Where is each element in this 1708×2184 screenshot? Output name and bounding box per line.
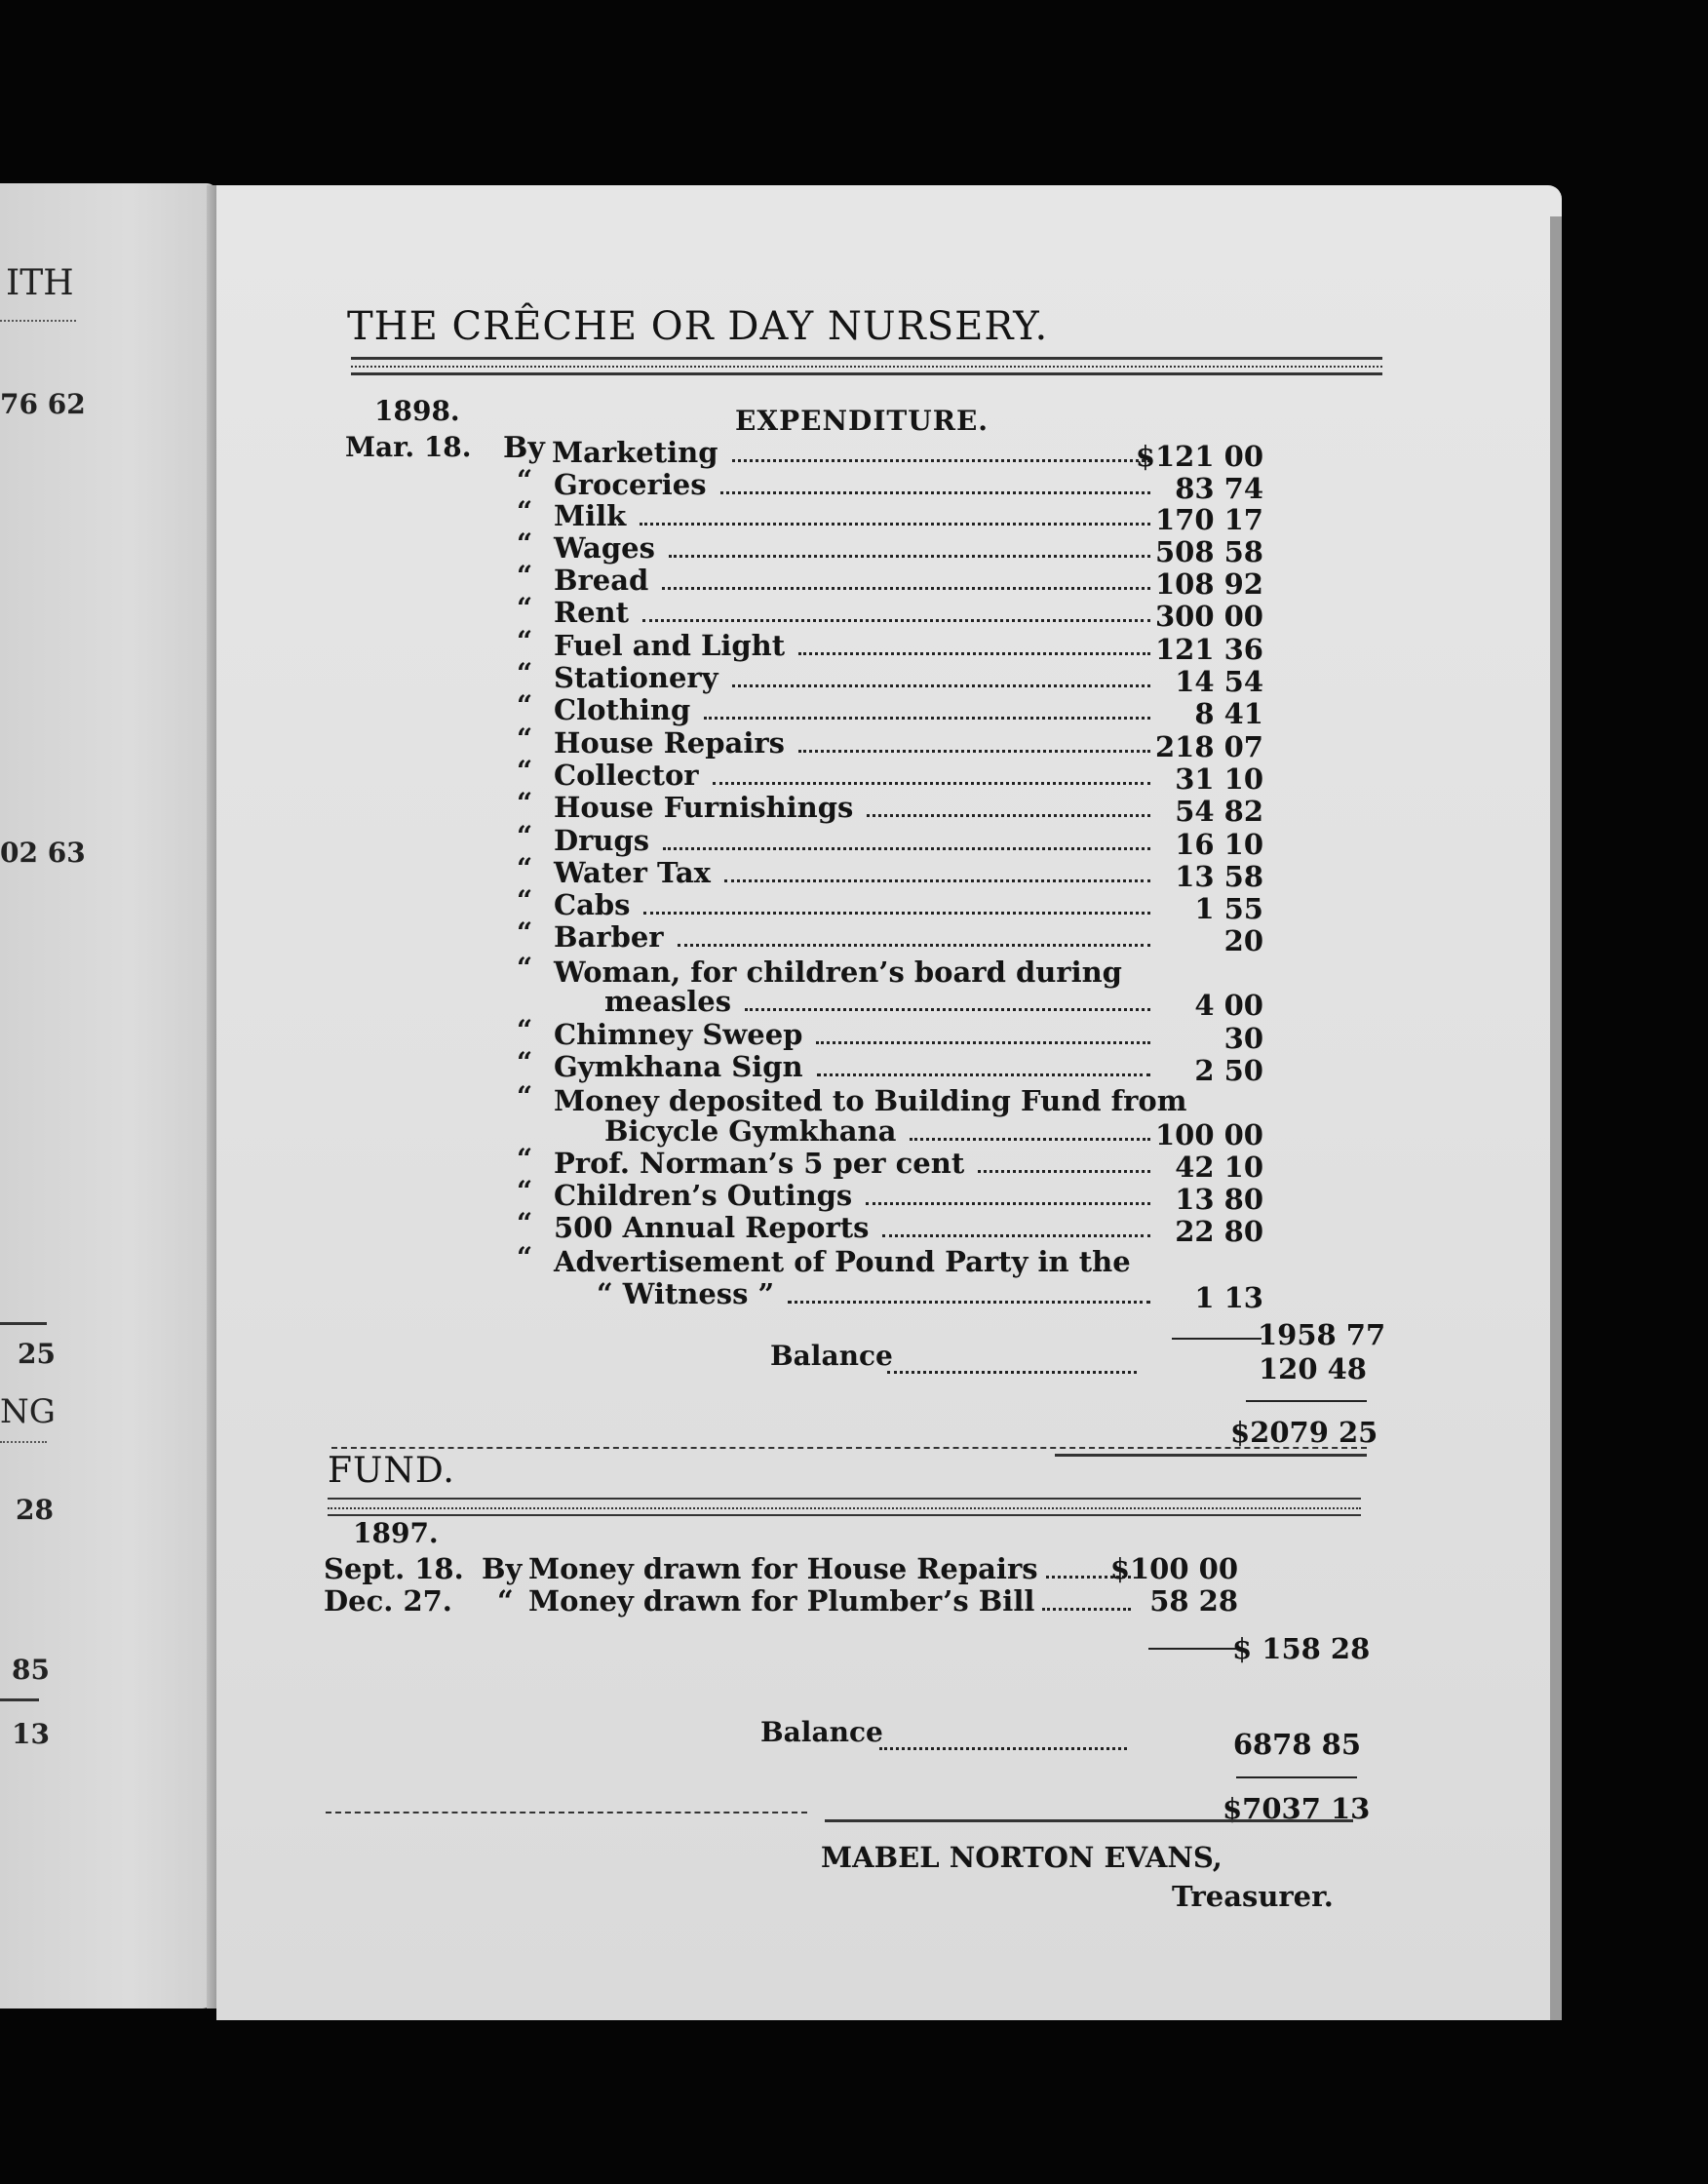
expenditure-item-label: Advertisement of Pound Party in the [554,1245,1131,1278]
expenditure-balance: 120 48 [1259,1352,1367,1385]
expenditure-item [0,560,1263,601]
subtotal-rule [1172,1338,1262,1340]
dot-leader [817,1073,1150,1076]
treasurer-name: MABEL NORTON EVANS, [821,1841,1223,1874]
dot-leader [1042,1608,1131,1611]
expenditure-item-amount: 13 58 [1175,860,1263,893]
total-rule [1246,1400,1367,1402]
fund-total: $7037 13 [1223,1792,1371,1825]
fund-section-rule [326,1812,807,1814]
expenditure-item-amount: 508 58 [1155,535,1263,568]
expenditure-item-label: Chimney Sweep [554,1018,803,1051]
fund-entry [0,1552,1238,1583]
expenditure-item [0,722,1263,763]
ditto-mark: “ [517,1014,533,1046]
dot-leader [866,1202,1150,1205]
left-fragment: NG [0,1392,56,1431]
expenditure-item [0,1014,1263,1055]
ditto-mark: “ [517,592,533,624]
left-fragment-rule [0,1698,39,1701]
title-rule [351,372,1382,375]
expenditure-item-amount: 2 50 [1194,1054,1263,1087]
fund-title: FUND. [328,1451,455,1491]
left-fragment: 25 [18,1338,56,1370]
expenditure-item-amount: 54 82 [1175,795,1263,828]
expenditure-item-label: Drugs [554,824,650,857]
fund-rule [328,1507,1361,1509]
ditto-mark: “ [517,1046,533,1078]
ditto-mark: “ [517,560,533,592]
expenditure-item-label: Clothing [554,693,691,726]
ditto-mark: “ [517,884,533,916]
left-fragment: 02 63 [0,837,86,869]
expenditure-item-label: Fuel and Light [554,629,786,662]
ditto-mark: “ [517,820,533,852]
ditto-mark: “ [517,755,533,787]
expenditure-item [0,985,1263,1022]
fund-balance-leader [879,1747,1127,1750]
expenditure-item [0,1143,1263,1184]
expenditure-item-amount: 30 [1223,1022,1263,1055]
fund-balance-label: Balance [760,1716,883,1748]
balance-label: Balance [770,1340,893,1372]
expenditure-item [0,1207,1263,1248]
dot-leader [640,523,1150,526]
expenditure-item-amount: $121 00 [1135,440,1263,473]
ditto-mark: “ [517,1241,533,1273]
fund-rule [328,1498,1361,1500]
left-fragment-rule [0,320,76,322]
fund-entry-date: Sept. 18. [324,1552,464,1585]
left-fragment-rule [0,1441,47,1443]
expenditure-item-amount: 121 36 [1155,633,1263,666]
expenditure-item-label: Gymkhana Sign [554,1050,803,1083]
dot-leader [663,847,1150,850]
expenditure-item-amount: 300 00 [1155,600,1263,633]
dot-leader [713,782,1150,785]
expenditure-item [0,689,1263,730]
title-rule [351,366,1382,368]
expenditure-item-label: Rent [554,596,630,629]
ditto-mark: “ [517,464,533,496]
expenditure-item-amount: 1 55 [1194,892,1263,925]
expenditure-item [0,884,1263,925]
expenditure-item [0,1114,1263,1151]
expenditure-item-amount: 218 07 [1155,730,1263,763]
page-edge [1550,216,1562,2020]
expenditure-item [0,1175,1263,1216]
title-rule [351,357,1382,360]
dot-leader [678,944,1150,947]
expenditure-item-amount: 108 92 [1155,567,1263,601]
ditto-mark: “ [517,722,533,755]
dot-leader [745,1008,1150,1011]
left-fragment: ITH [6,263,74,303]
dot-leader [704,717,1150,720]
expenditure-item-amount: 13 80 [1175,1183,1263,1216]
expenditure-item-amount: 100 00 [1155,1118,1263,1151]
expenditure-item-label: Bread [554,564,649,597]
expenditure-item-amount: 20 [1223,924,1263,957]
expenditure-item-label: House Furnishings [554,791,854,824]
dot-leader [882,1234,1150,1237]
fund-entry-prefix: “ [497,1584,514,1618]
fund-rule [328,1514,1361,1516]
dot-leader [798,750,1150,753]
fund-section-rule [825,1819,1353,1822]
expenditure-item-label: Milk [554,499,627,532]
left-fragment: 76 62 [0,388,86,420]
ditto-mark: “ [517,1175,533,1207]
ditto-mark: “ [517,852,533,884]
dot-leader [643,912,1150,915]
expenditure-item-amount: 31 10 [1175,762,1263,796]
expenditure-item-label: Marketing [552,436,718,469]
dot-leader [669,555,1150,558]
expenditure-item [0,787,1263,828]
expenditure-total: $2079 25 [1230,1416,1378,1449]
expenditure-item-amount: 22 80 [1175,1215,1263,1248]
expenditure-item [0,755,1263,796]
expenditure-item-label: “ Witness ” [597,1277,775,1310]
expenditure-item [0,592,1263,633]
expenditure-item [0,952,1263,989]
ditto-mark: “ [517,1207,533,1239]
fund-balance: 6878 85 [1232,1728,1361,1761]
section-rule [331,1447,1367,1449]
expenditure-item [0,820,1263,861]
expenditure-item-amount: 4 00 [1194,989,1263,1022]
ditto-mark: “ [517,625,533,657]
ditto-mark: “ [517,689,533,722]
expenditure-item-label: Water Tax [554,856,711,889]
ditto-mark: “ [517,495,533,527]
expenditure-item-label: House Repairs [554,726,785,760]
dot-leader [978,1170,1150,1173]
by-word: By [503,431,545,465]
dot-leader [724,879,1150,882]
dot-leader [788,1301,1150,1304]
expenditure-item-amount: 170 17 [1155,503,1263,536]
fund-subtotal-rule [1148,1648,1236,1650]
expenditure-item-amount: 42 10 [1175,1150,1263,1184]
left-fragment: 13 [12,1718,50,1750]
expenditure-item-label: Wages [554,531,655,565]
dot-leader [732,459,1151,462]
fund-year: 1897. [353,1517,439,1549]
fund-total-rule [1236,1776,1357,1778]
ditto-mark: “ [517,916,533,949]
expenditure-item [0,1046,1263,1087]
expenditure-item-label: Barber [554,920,664,954]
dot-leader [910,1138,1150,1141]
fund-entry-date: Dec. 27. [324,1584,452,1618]
dot-leader [662,587,1150,590]
expenditure-item-label: Woman, for children’s board during [554,956,1122,989]
expenditure-item-amount: 8 41 [1194,697,1263,730]
fund-entry-prefix: By [482,1552,523,1585]
expenditure-date: Mar. 18. [345,431,472,463]
fund-entry [0,1584,1238,1616]
expenditure-item-label: Children’s Outings [554,1179,853,1212]
dot-leader [867,814,1150,817]
expenditure-item-label: Bicycle Gymkhana [604,1114,897,1148]
expenditure-item-label: Prof. Norman’s 5 per cent [554,1147,965,1180]
expenditure-item [0,495,1263,536]
expenditure-item [0,625,1263,666]
ditto-mark: “ [517,657,533,689]
ditto-mark: “ [517,787,533,819]
ditto-mark: “ [517,952,533,984]
fund-entry-amount: $100 00 [1109,1552,1238,1585]
expenditure-item-amount: 1 13 [1194,1281,1263,1314]
expenditure-item-label: measles [604,985,732,1018]
expenditure-item-label: Money deposited to Building Fund from [554,1084,1187,1117]
dot-leader [720,491,1150,494]
expenditure-item-label: Stationery [554,661,718,694]
expenditure-item-label: Groceries [554,468,707,501]
left-fragment: 85 [12,1654,50,1686]
expenditure-item-label: 500 Annual Reports [554,1211,870,1244]
expenditure-item [0,657,1263,698]
expenditure-heading: EXPENDITURE. [735,405,990,437]
expenditure-item-amount: 14 54 [1175,665,1263,698]
expenditure-item-amount: 16 10 [1175,828,1263,861]
dot-leader [798,652,1150,655]
expenditure-year: 1898. [374,395,460,427]
treasurer-title: Treasurer. [1172,1880,1334,1913]
expenditure-item-label: Cabs [554,888,631,921]
ditto-mark: “ [517,527,533,560]
fund-entry-label: Money drawn for Plumber’s Bill [528,1584,1035,1618]
fund-subtotal: $ 158 28 [1232,1632,1371,1665]
dot-leader [642,619,1150,622]
expenditure-subtotal: 1958 77 [1258,1318,1386,1351]
left-fragment: 28 [16,1494,54,1526]
ditto-mark: “ [517,1143,533,1175]
expenditure-item [0,916,1263,957]
expenditure-item [0,1080,1263,1117]
balance-leader [887,1371,1137,1374]
expenditure-item-amount: 83 74 [1175,472,1263,505]
left-fragment-rule [0,1322,47,1325]
section-rule [1055,1454,1367,1457]
dot-leader [732,684,1150,687]
expenditure-item [0,464,1263,505]
expenditure-item [0,1277,1263,1314]
expenditure-item [0,527,1263,568]
dot-leader [816,1041,1150,1044]
expenditure-item [0,1241,1263,1278]
fund-entry-label: Money drawn for House Repairs [528,1552,1038,1585]
fund-entry-amount: 58 28 [1149,1584,1238,1618]
expenditure-item [0,436,1263,473]
ditto-mark: “ [517,1080,533,1112]
expenditure-item-label: Collector [554,759,699,792]
page-title: THE CRÊCHE OR DAY NURSERY. [347,304,1049,349]
